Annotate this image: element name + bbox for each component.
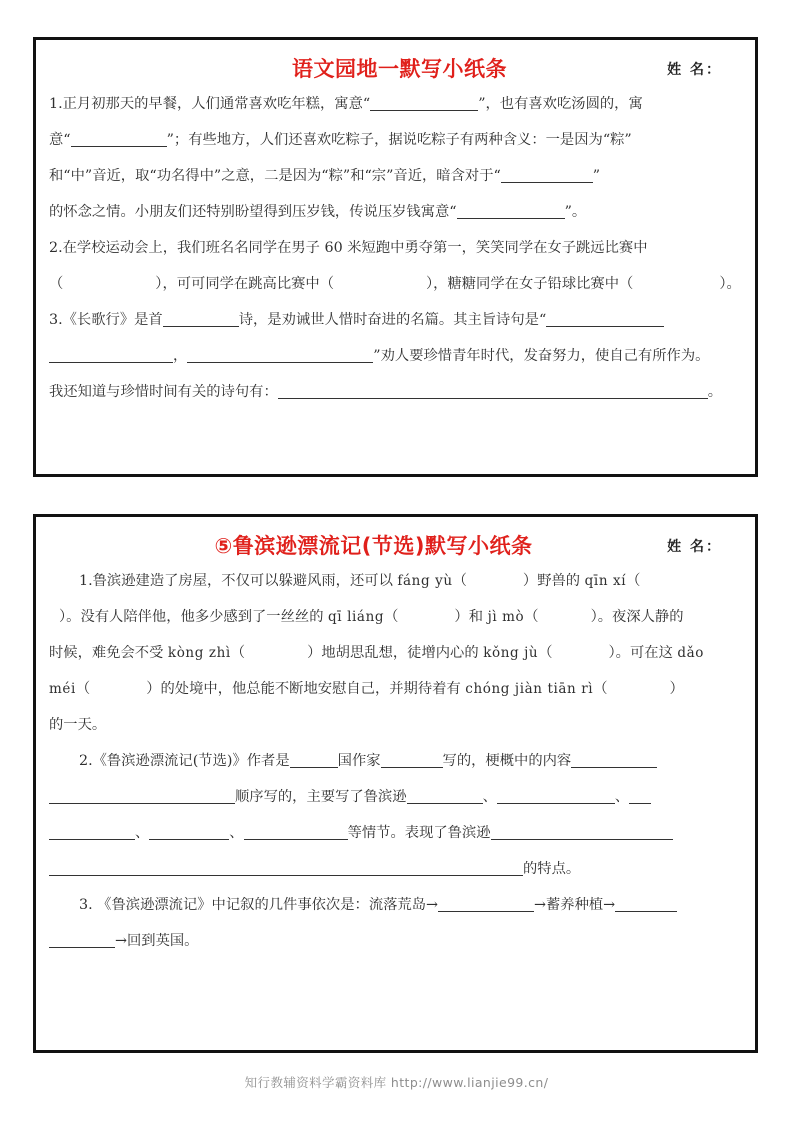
question-text: 时候，难免会不受 xyxy=(49,645,168,661)
pinyin-text: dǎo xyxy=(677,645,705,661)
question-text: 的一天。 xyxy=(49,717,107,733)
question-line xyxy=(49,599,742,635)
question-line xyxy=(49,743,742,779)
question-text: （ xyxy=(384,609,399,625)
answer-parenthesis-space[interactable] xyxy=(539,620,591,621)
pinyin-text: jì mò xyxy=(487,609,525,625)
answer-parenthesis-space[interactable] xyxy=(334,287,426,288)
question-line xyxy=(49,707,742,743)
sheet-2-header xyxy=(49,527,742,563)
fill-in-blank[interactable] xyxy=(629,788,651,804)
question-text: ）。没有人陪伴他，他多少感到了一丝丝的 xyxy=(59,609,329,625)
question-text: 顺序写的，主要写了鲁滨逊 xyxy=(235,789,407,805)
fill-in-blank[interactable] xyxy=(49,788,235,804)
question-text: ）。 xyxy=(719,276,741,292)
fill-in-blank[interactable] xyxy=(49,347,173,363)
question-text: （ xyxy=(593,681,608,697)
question-text: 。 xyxy=(707,384,723,400)
fill-in-blank[interactable] xyxy=(615,896,677,912)
sheet-1-header xyxy=(49,50,742,86)
fill-in-blank[interactable] xyxy=(149,824,229,840)
question-text: ， xyxy=(173,348,188,364)
question-text: ），糖糖同学在女子铅球比赛中（ xyxy=(426,276,634,292)
fill-in-blank[interactable] xyxy=(491,824,673,840)
question-text: 的怀念之情。小朋友们还特别盼望得到压岁钱，传说压岁钱寓意“ xyxy=(49,204,457,220)
answer-parenthesis-space[interactable] xyxy=(467,584,523,585)
question-text: ）地胡思乱想，徒增内心的 xyxy=(307,645,484,661)
question-line xyxy=(49,671,742,707)
answer-parenthesis-space[interactable] xyxy=(633,287,719,288)
question-text: 2.在学校运动会上，我们班名名同学在男子 60 米短跑中勇夺第一，笑笑同学在女子跳远比赛中 xyxy=(49,240,648,256)
question-text: ） xyxy=(669,681,684,697)
fill-in-blank[interactable] xyxy=(501,167,593,183)
question-text: ” xyxy=(592,168,601,184)
question-text: ）和 xyxy=(454,609,488,625)
sheet-1-title: 语文园地一默写小纸条 xyxy=(292,57,507,81)
question-text: 意“ xyxy=(49,132,71,148)
sheet-2-body xyxy=(49,563,742,959)
sheet-2-title: ⑤鲁滨逊漂流记(节选)默写小纸条 xyxy=(214,534,533,558)
fill-in-blank[interactable] xyxy=(438,896,534,912)
question-line xyxy=(49,266,742,302)
pinyin-text: chóng jiàn tiān rì xyxy=(465,681,594,697)
question-text: ”。 xyxy=(564,204,587,220)
question-text: 3. 《鲁滨逊漂流记》中记叙的几件事依次是：流落荒岛→ xyxy=(79,897,438,913)
question-text: 的特点。 xyxy=(523,861,581,877)
fill-in-blank[interactable] xyxy=(457,203,565,219)
question-text: 1.正月初那天的早餐，人们通常喜欢吃年糕，寓意“ xyxy=(49,96,371,112)
sheet-1-name-label: 姓 名： xyxy=(667,62,722,78)
question-text: 国作家 xyxy=(337,753,381,769)
answer-parenthesis-space[interactable] xyxy=(398,620,454,621)
question-text: ）。可在这 xyxy=(608,645,678,661)
fill-in-blank[interactable] xyxy=(71,131,167,147)
fill-in-blank[interactable] xyxy=(497,788,615,804)
pinyin-text: qī liáng xyxy=(328,609,385,625)
fill-in-blank[interactable] xyxy=(49,860,523,876)
answer-parenthesis-space[interactable] xyxy=(245,656,307,657)
fill-in-blank[interactable] xyxy=(546,311,664,327)
sheet-1-body xyxy=(49,86,742,410)
answer-parenthesis-space[interactable] xyxy=(608,692,670,693)
worksheet-box-1 xyxy=(33,37,758,477)
question-line xyxy=(49,194,742,230)
fill-in-blank[interactable] xyxy=(49,824,135,840)
question-text: （ xyxy=(538,645,553,661)
question-text: 2.《鲁滨逊漂流记(节选)》作者是 xyxy=(79,753,290,769)
pinyin-text: qīn xí xyxy=(584,573,627,589)
question-text: ）野兽的 xyxy=(522,573,585,589)
question-line xyxy=(49,338,742,374)
fill-in-blank[interactable] xyxy=(163,311,239,327)
question-text: 、 xyxy=(135,825,150,841)
answer-parenthesis-space[interactable] xyxy=(63,287,155,288)
fill-in-blank[interactable] xyxy=(187,347,373,363)
question-line xyxy=(49,86,742,122)
question-line xyxy=(49,815,742,851)
fill-in-blank[interactable] xyxy=(370,95,478,111)
question-line xyxy=(49,374,742,410)
pinyin-text: kǒng jù xyxy=(483,645,539,661)
question-line xyxy=(49,851,742,887)
answer-parenthesis-space[interactable] xyxy=(553,656,609,657)
question-text: （ xyxy=(524,609,539,625)
pinyin-text: kòng zhì xyxy=(167,645,231,661)
question-line xyxy=(49,923,742,959)
question-line xyxy=(49,230,742,266)
question-text: →回到英国。 xyxy=(115,933,199,949)
question-text: 诗，是劝诫世人惜时奋进的名篇。其主旨诗句是“ xyxy=(238,312,547,328)
fill-in-blank[interactable] xyxy=(571,752,657,768)
question-text: 、 xyxy=(229,825,244,841)
question-line xyxy=(49,302,742,338)
question-text: ）。夜深人静的 xyxy=(590,609,684,625)
question-line xyxy=(49,563,742,599)
question-text: 等情节。表现了鲁滨逊 xyxy=(347,825,491,841)
fill-in-blank[interactable] xyxy=(290,752,338,768)
question-text: 写的，梗概中的内容 xyxy=(442,753,572,769)
pinyin-text: fáng yù xyxy=(397,573,453,589)
answer-parenthesis-space[interactable] xyxy=(49,620,59,621)
question-text: ”，也有喜欢吃汤圆的，寓 xyxy=(478,96,643,112)
question-text: ”；有些地方，人们还喜欢吃粽子，据说吃粽子有两种含义：一是因为“粽” xyxy=(166,132,632,148)
question-line xyxy=(49,122,742,158)
question-text: （ xyxy=(626,573,641,589)
fill-in-blank[interactable] xyxy=(381,752,443,768)
question-text: 1.鲁滨逊建造了房屋，不仅可以躲避风雨，还可以 xyxy=(79,573,398,589)
question-line xyxy=(49,887,742,923)
question-text: 、 xyxy=(614,789,630,805)
question-text: （ xyxy=(49,276,64,292)
question-text: ）的处境中，他总能不断地安慰自己，并期待着有 xyxy=(146,681,466,697)
fill-in-blank[interactable] xyxy=(407,788,483,804)
question-text: 和“中”音近，取“功名得中”之意，二是因为“粽”和“宗”音近，暗含对于“ xyxy=(49,168,501,184)
question-text: （ xyxy=(75,681,91,697)
question-text: 我还知道与珍惜时间有关的诗句有： xyxy=(49,384,278,400)
answer-parenthesis-space[interactable] xyxy=(90,692,146,693)
question-text: 、 xyxy=(482,789,497,805)
question-line xyxy=(49,779,742,815)
sheet-2-name-label: 姓 名： xyxy=(667,539,722,555)
footer-credit: 知行教辅资料学霸资料库 http://www.lianjie99.cn/ xyxy=(244,1075,549,1090)
question-line xyxy=(49,635,742,671)
question-line xyxy=(49,158,742,194)
question-text: 3.《长歌行》是首 xyxy=(49,312,163,328)
question-text: ”劝人要珍惜青年时代，发奋努力，使自己有所作为。 xyxy=(373,348,710,364)
question-text: ），可可同学在跳高比赛中（ xyxy=(155,276,335,292)
fill-in-blank[interactable] xyxy=(244,824,348,840)
question-text: （ xyxy=(452,573,467,589)
question-text: →蓄养种植→ xyxy=(534,897,616,913)
fill-in-blank[interactable] xyxy=(278,383,708,399)
pinyin-text: méi xyxy=(49,681,76,697)
question-text: （ xyxy=(230,645,246,661)
worksheet-box-2 xyxy=(33,514,758,1053)
fill-in-blank[interactable] xyxy=(49,932,115,948)
